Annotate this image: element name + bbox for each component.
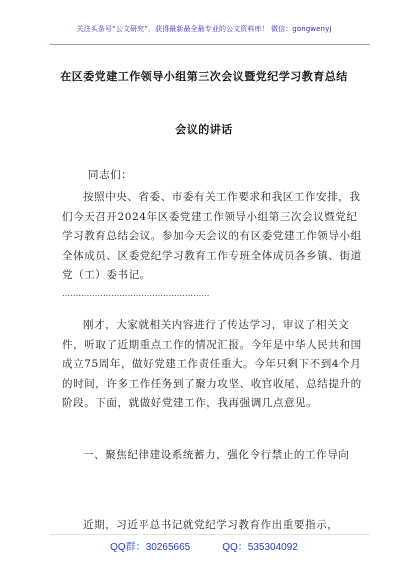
document-title-line-2: 会议的讲话: [175, 123, 233, 136]
section-heading: 一、聚焦纪律建设系统蓄力，强化令行禁止的工作导向: [83, 449, 350, 461]
paragraph-review: 刚才，大家就相关内容进行了传达学习，审议了相关文件，听取了近期重点工作的情况汇报。今年是中华人民共和国成立75周年，做好党建工作责任重大。今年只剩下不到4个月的时间，许多工作任务到了聚力攻坚、收官收尾、总结提升的阶段。下面，就做好党建工作，我再强调几点意见。: [62, 319, 362, 409]
header-divider: [50, 44, 370, 45]
footer-divider: [50, 534, 370, 535]
footer-qq-group: QQ群：30265665: [110, 542, 191, 553]
header-notice: 关注头条号“公文研究”，获得最新最全最专业的公文资料库！ 微信：gongwenyj: [76, 25, 332, 33]
paragraph-intro: 按照中央、省委、市委有关工作要求和我区工作安排，我们今天召开2024年区委党建工作领导小组第三次会议暨党纪学习教育总结会议。参加今天会议的有区委党建工作领导小组全体成员、区委党纪学习教育工作专班全体成员各乡镇、街道党（工）委书记。: [62, 191, 362, 281]
document-title-line-1: 在区委党建工作领导小组第三次会议暨党纪学习教育总结: [60, 70, 348, 83]
ellipsis-divider: ………………………………………………: [62, 289, 210, 298]
footer-contact: [0, 538, 408, 553]
greeting: 同志们：: [88, 169, 133, 181]
footer-qq: QQ：535304092: [222, 542, 298, 553]
paragraph-section-body: 近期，习近平总书记就党纪学习教育作出重要指示，: [83, 519, 339, 531]
